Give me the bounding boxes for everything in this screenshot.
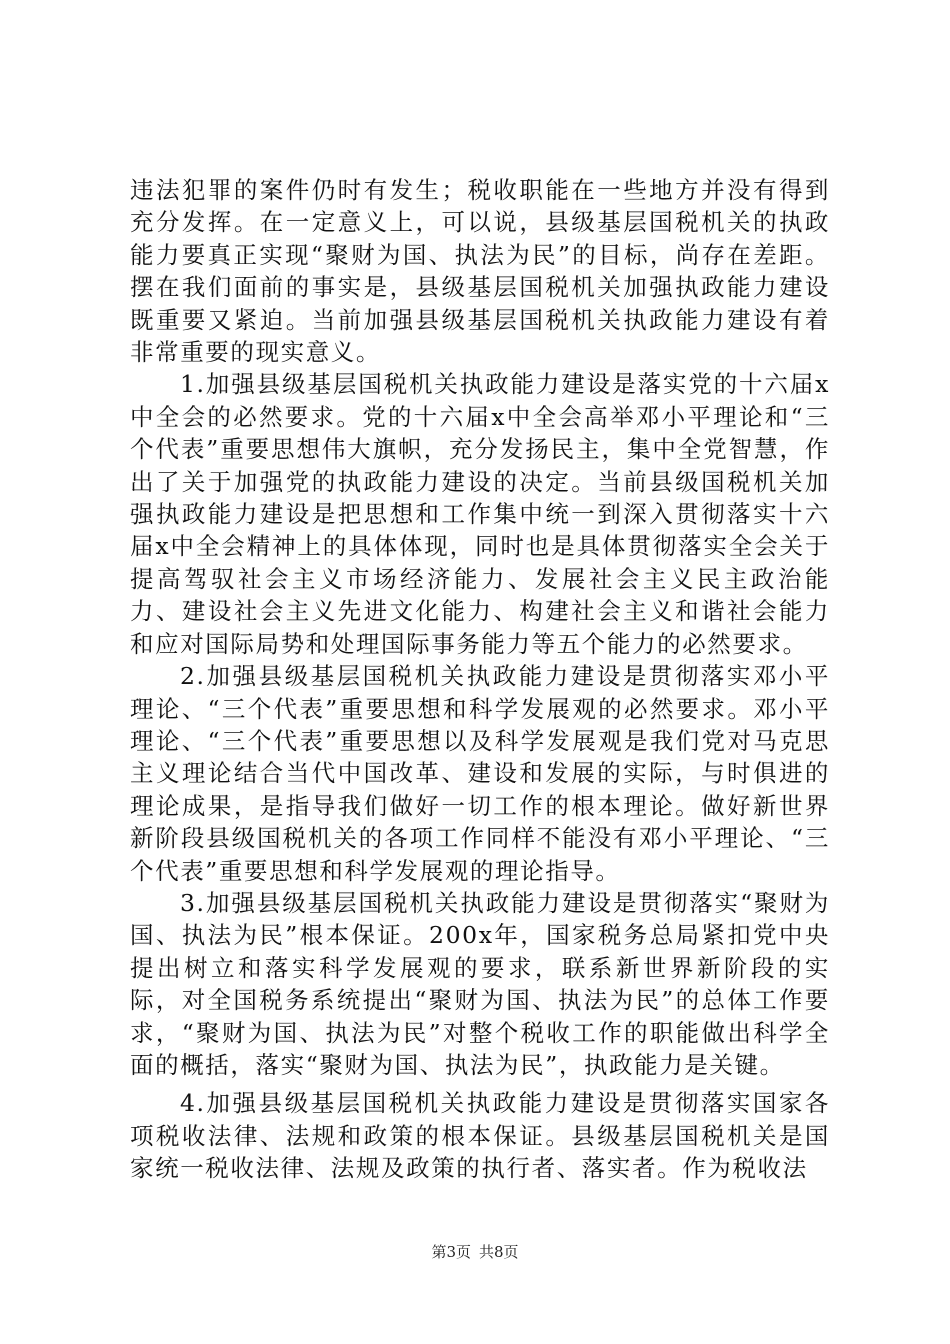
paragraph-item-3: 3.加强县级基层国税机关执政能力建设是贯彻落实“聚财为国、执法为民”根本保证。200x年，国家税务总局紧扣党中央提出树立和落实科学发展观的要求，联系新世界新阶段的实际，对全国税务系统提出“聚财为国、执法为民”的总体工作要求，“聚财为国、执法为民”对整个税收工作的职能做出科学全面的概括，落实“聚财为国、执法为民”，执政能力是关键。 xyxy=(130,888,830,1079)
page-total: 共8页 xyxy=(479,1243,519,1261)
paragraph-item-2: 2.加强县级基层国税机关执政能力建设是贯彻落实邓小平理论、“三个代表”重要思想和科学发展观的必然要求。邓小平理论、“三个代表”重要思想以及科学发展观是我们党对马克思主义理论结合当代中国改革、建设和发展的实际，与时俱进的理论成果，是指导我们做好一切工作的根本理论。做好新世界新阶段县级国税机关的各项工作同样不能没有邓小平理论、“三个代表”重要思想和科学发展观的理论指导。 xyxy=(130,662,830,885)
page-footer xyxy=(0,1242,950,1262)
paragraph-item-4: 4.加强县级基层国税机关执政能力建设是贯彻落实国家各项税收法律、法规和政策的根本保证。县级基层国税机关是国家统一税收法律、法规及政策的执行者、落实者。作为税收法 xyxy=(130,1089,830,1183)
page-number: 第3页 xyxy=(431,1243,471,1261)
document-body xyxy=(130,174,830,1185)
paragraph-continuation: 违法犯罪的案件仍时有发生；税收职能在一些地方并没有得到充分发挥。在一定意义上，可以说，县级基层国税机关的执政能力要真正实现“聚财为国、执法为民”的目标，尚存在差距。摆在我们面前的事实是，县级基层国税机关加强执政能力建设既重要又紧迫。当前加强县级基层国税机关执政能力建设有着非常重要的现实意义。 xyxy=(130,176,830,367)
paragraph-item-1: 1.加强县级基层国税机关执政能力建设是落实党的十六届x中全会的必然要求。党的十六届x中全会高举邓小平理论和“三个代表”重要思想伟大旗帜，充分发扬民主，集中全党智慧，作出了关于加强党的执政能力建设的决定。当前县级国税机关加强执政能力建设是把思想和工作集中统一到深入贯彻落实十六届x中全会精神上的具体体现，同时也是具体贯彻落实全会关于提高驾驭社会主义市场经济能力、发展社会主义民主政治能力、建设社会主义先进文化能力、构建社会主义和谐社会能力和应对国际局势和处理国际事务能力等五个能力的必然要求。 xyxy=(130,370,830,658)
